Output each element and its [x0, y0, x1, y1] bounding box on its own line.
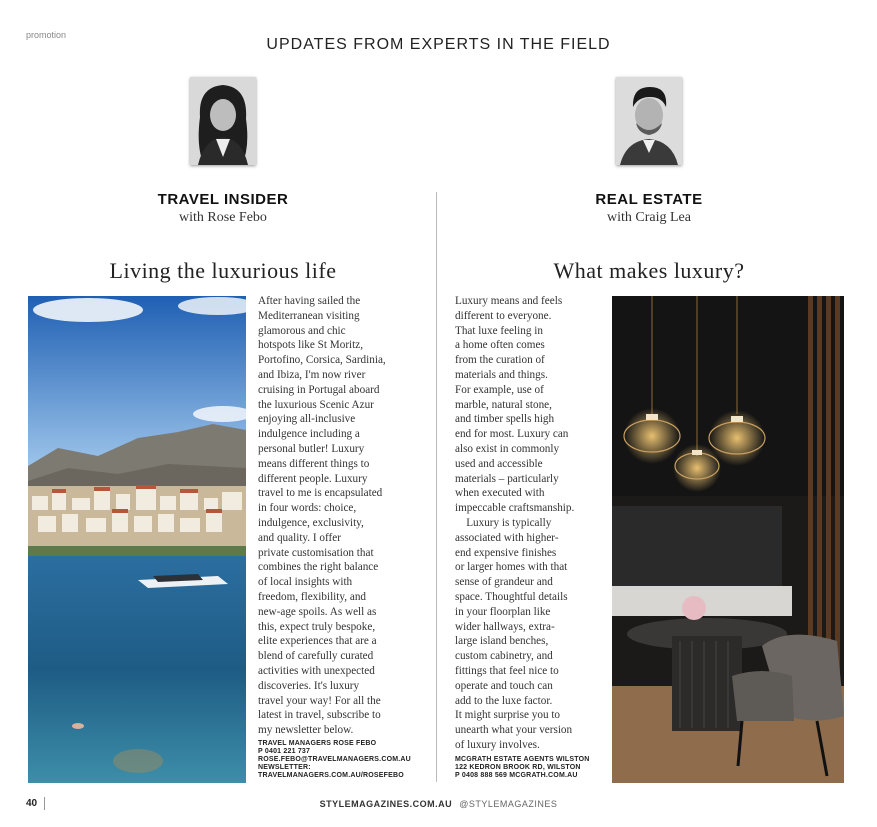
body-line: add to the luxe factor.: [455, 694, 553, 707]
body-line: end for most. Luxury can: [455, 428, 569, 441]
contact-newsletter-label: NEWSLETTER:: [258, 764, 311, 771]
body-line: new-age spoils. As well as: [258, 605, 377, 618]
body-line: custom cabinetry, and: [455, 650, 553, 663]
left-byline: with Rose Febo: [179, 210, 267, 225]
body-line: operate and touch can: [455, 679, 553, 692]
page-number: 40: [26, 798, 38, 809]
body-line: blend of carefully curated: [258, 650, 374, 663]
body-line: used and accessible: [455, 457, 543, 470]
contact-address: 122 KEDRON BROOK RD, WILSTON: [455, 764, 581, 771]
dining-interior-photo: [612, 296, 844, 783]
body-line: end expensive finishes: [455, 546, 557, 559]
body-line: It might surprise you to: [455, 709, 561, 722]
body-line: means different things to: [258, 457, 370, 470]
column-divider: [436, 192, 437, 782]
craig-lea-portrait: [616, 77, 682, 165]
body-line: freedom, flexibility, and: [258, 590, 367, 603]
body-line: different to everyone.: [455, 309, 552, 322]
body-line: when executed with: [455, 487, 545, 500]
body-line: sense of grandeur and: [455, 576, 553, 589]
body-line: different people. Luxury: [258, 472, 368, 485]
body-line: travel to me is encapsulated: [258, 487, 383, 500]
body-line: of luxury involves.: [455, 738, 540, 751]
body-line: unearth what your version: [455, 724, 573, 737]
body-line: latest in travel, subscribe to: [258, 709, 381, 722]
harbour-photo: [28, 296, 246, 783]
footer-website[interactable]: STYLEMAGAZINES.COM.AU: [319, 799, 453, 809]
body-line: space. Thoughtful details: [455, 590, 568, 603]
body-line: elite experiences that are a: [258, 635, 377, 648]
body-line: my newsletter below.: [258, 724, 354, 737]
body-line: combines the right balance: [258, 561, 379, 574]
body-line: this, expect truly bespoke,: [258, 620, 376, 633]
body-line: Mediterranean visiting: [258, 309, 360, 322]
footer-social-handle[interactable]: @STYLEMAGAZINES: [459, 799, 558, 809]
right-article-body: [455, 294, 615, 753]
body-line: the luxurious Scenic Azur: [258, 398, 374, 411]
body-line: from the curation of: [455, 354, 545, 367]
page-headline: UPDATES FROM EXPERTS IN THE FIELD: [266, 36, 611, 53]
body-line: and Ibiza, I'm now river: [258, 368, 366, 381]
contact-company: MCGRATH ESTATE AGENTS WILSTON: [455, 756, 590, 763]
body-line: cruising in Portugal aboard: [258, 383, 380, 396]
rose-febo-portrait: [190, 77, 256, 165]
left-article-title: Living the luxurious life: [109, 258, 337, 283]
contact-newsletter-link[interactable]: TRAVELMANAGERS.COM.AU/ROSEFEBO: [258, 772, 404, 779]
contact-company: TRAVEL MANAGERS ROSE FEBO: [258, 740, 377, 747]
body-line: Portofino, Corsica, Sardinia,: [258, 354, 386, 367]
body-line: materials – particularly: [455, 472, 559, 485]
body-line: marble, natural stone,: [455, 398, 552, 411]
body-line: hotspots like St Moritz,: [258, 339, 364, 352]
body-line: in your floorplan like: [455, 605, 551, 618]
left-article-body: [258, 294, 430, 738]
contact-phone-website[interactable]: P 0408 888 569 MCGRATH.COM.AU: [455, 772, 578, 779]
contact-phone[interactable]: P 0401 221 737: [258, 748, 311, 755]
right-section-label: REAL ESTATE: [595, 191, 703, 208]
body-line: and quality. I offer: [258, 531, 341, 544]
footer-credits: [0, 799, 877, 809]
body-line: Luxury is typically: [455, 516, 552, 529]
body-line: associated with higher-: [455, 531, 559, 544]
body-line: fittings that feel nice to: [455, 664, 559, 677]
body-line: glamorous and chic: [258, 324, 346, 337]
right-contact-block: [455, 756, 625, 780]
body-line: travel your way! For all the: [258, 694, 381, 707]
body-line: After having sailed the: [258, 295, 361, 307]
body-line: also exist in commonly: [455, 442, 560, 455]
body-line: personal butler! Luxury: [258, 442, 365, 455]
promotion-tag: promotion: [26, 30, 67, 40]
body-line: indulgence, exclusivity,: [258, 516, 364, 529]
body-line: wider hallways, extra-: [455, 620, 555, 633]
right-article-title: What makes luxury?: [553, 258, 745, 283]
body-line: discoveries. It's luxury: [258, 679, 360, 692]
contact-email[interactable]: ROSE.FEBO@TRAVELMANAGERS.COM.AU: [258, 756, 411, 763]
body-line: a home often comes: [455, 339, 545, 352]
body-line: and timber spells high: [455, 413, 555, 426]
body-line: large island benches,: [455, 635, 549, 648]
body-line: private customisation that: [258, 546, 374, 559]
body-line: materials and things.: [455, 368, 548, 381]
left-section-label: TRAVEL INSIDER: [157, 191, 289, 208]
body-line: enjoying all-inclusive: [258, 413, 356, 426]
body-line: in four words: choice,: [258, 502, 357, 515]
right-byline: with Craig Lea: [607, 210, 691, 225]
body-line: Luxury means and feels: [455, 295, 563, 307]
body-line: That luxe feeling in: [455, 324, 543, 337]
body-line: impeccable craftsmanship.: [455, 502, 575, 515]
body-line: activities with unexpected: [258, 664, 375, 677]
body-line: For example, use of: [455, 383, 544, 396]
body-line: or larger homes with that: [455, 561, 568, 574]
left-contact-block: [258, 740, 434, 780]
body-line: of local insights with: [258, 576, 353, 589]
body-line: indulgence including a: [258, 428, 360, 441]
